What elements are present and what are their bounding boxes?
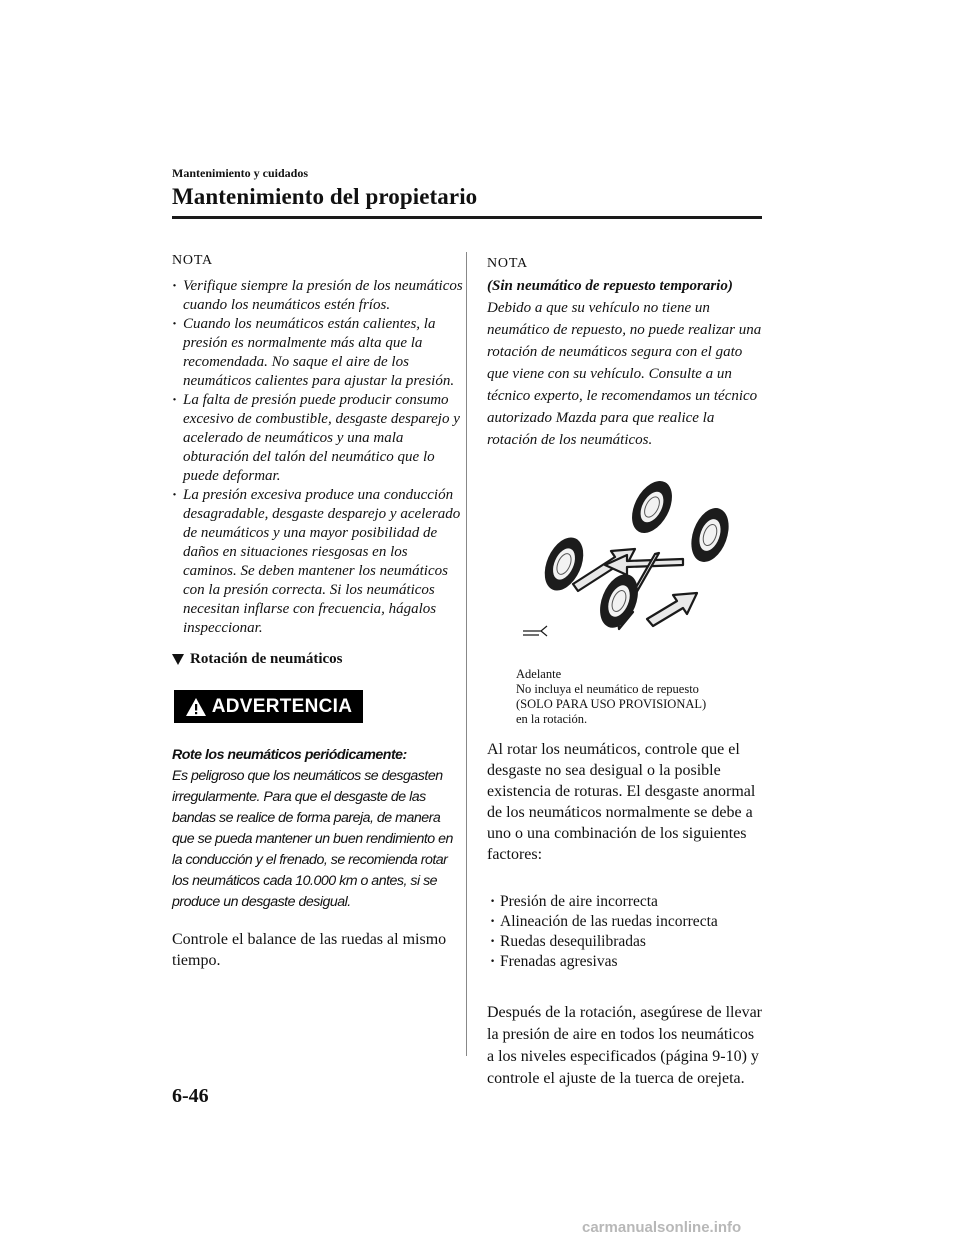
warning-icon [185,697,207,717]
balance-paragraph: Controle el balance de las ruedas al mismo tiempo. [172,931,447,969]
right-column [487,253,765,1090]
left-column [172,253,464,971]
nota-label: NOTA [487,256,528,271]
diagram-caption [516,667,765,727]
column-divider [466,252,467,1056]
tire-rotation-illustration [487,469,765,669]
front-label: Adelante [516,667,562,681]
footer-watermark: carmanualsonline.info [582,1219,742,1236]
caption-line: No incluya el neumático de repuesto [516,682,699,696]
caption-line: (SOLO PARA USO PROVISIONAL) [516,697,707,711]
warning-text [172,745,464,913]
page-number: 6-46 [172,1085,209,1107]
warning-banner [174,690,363,723]
rotation-paragraph: Al rotar los neumáticos, controle que el desgaste no sea desigual o la posible existencia de roturas. El desgaste anormal de los neumáticos normalmente se debe a uno o una combinación de los siguientes factores: [487,741,756,863]
nota-label: NOTA [172,253,213,268]
nota-list [172,277,464,638]
list-item: · La falta de presión puede producir consumo excesivo de combustible, desgaste desparejo y acelerado de neumáticos y una mala obturación del talón del neumático que lo puede deformar. [172,391,464,486]
list-item: · Ruedas desequilibradas [487,932,765,952]
caption-line: en la rotación. [516,712,588,726]
section-heading [172,651,464,668]
list-item: · Verifique siempre la presión de los neumáticos cuando los neumáticos estén fríos. [172,277,464,315]
nota-body: Debido a que su vehículo no tiene un neumático de repuesto, no puede realizar una rotación de neumáticos segura con el gato que viene con su vehículo. Consulte a un técnico experto, le recomendamos un técnico autorizado Mazda para que realice la rotación de los neumáticos. [487,300,762,448]
warning-label: ADVERTENCIA [211,695,353,717]
final-paragraph: Después de la rotación, asegúrese de llevar la presión de aire en todos los neumáticos a los niveles especificados (página 9-10) y controle el ajuste de la tuerca de orejeta. [487,1004,762,1087]
nota-title: (Sin neumático de repuesto temporario) [487,278,733,294]
tire-rotation-diagram [487,469,765,669]
title-rule [172,216,762,219]
warning-body: Es peligroso que los neumáticos se desgasten irregularmente. Para que el desgaste de las bandas se realice de forma pareja, de manera que se pueda mantener un buen rendimiento en la conducción y el frenado, se recomienda rotar los neumáticos cada 10.000 km o antes, si se produce un desgaste desigual. [172,768,453,910]
page-title: Mantenimiento del propietario [172,184,478,209]
warning-title: Rote los neumáticos periódicamente: [172,747,407,763]
list-item: · Presión de aire incorrecta [487,892,765,912]
list-item: · Cuando los neumáticos están calientes, la presión es normalmente más alta que la recomendada. No saque el aire de los neumáticos calientes para ajustar la presión. [172,315,464,391]
factor-list [487,892,765,972]
nota-right [487,253,765,451]
list-item: · La presión excesiva produce una conducción desagradable, desgaste desparejo y acelerado de neumáticos y una mayor posibilidad de daños en situaciones riesgosas en los caminos. Se deben mantener los neumáticos con la presión correcta. Si los neumáticos necesitan inflarse con frecuencia, hágalos inspeccionar. [172,486,464,638]
breadcrumb: Mantenimiento y cuidados [172,166,309,180]
list-item: · Alineación de las ruedas incorrecta [487,912,765,932]
list-item: · Frenadas agresivas [487,952,765,972]
triangle-down-icon [172,654,184,665]
section-heading-text: Rotación de neumáticos [190,651,343,667]
